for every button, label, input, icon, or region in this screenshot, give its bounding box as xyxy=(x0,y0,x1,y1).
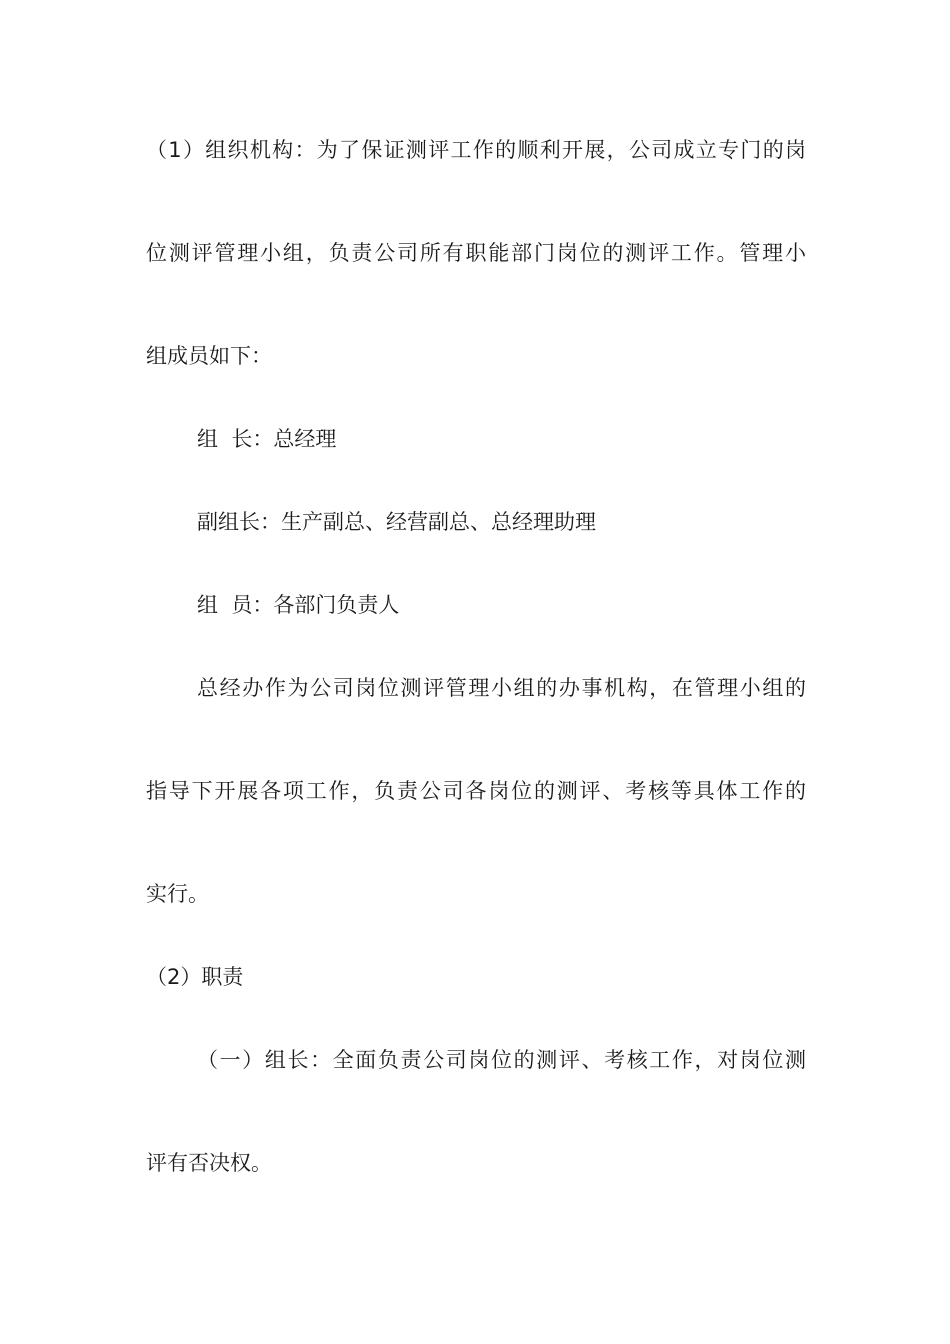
duty-item-1-line-1: （一）组长：全面负责公司岗位的测评、考核工作，对岗位测 xyxy=(197,1048,806,1072)
duty-item-1-line-2: 评有否决权。 xyxy=(146,1151,272,1175)
office-paragraph-line-3: 实行。 xyxy=(146,882,209,906)
org-structure-paragraph-line-2: 位测评管理小组，负责公司所有职能部门岗位的测评工作。管理小 xyxy=(146,241,806,265)
member-deputy-line: 副组长：生产副总、经营副总、总经理助理 xyxy=(197,510,596,534)
member-leader-line: 组 长：总经理 xyxy=(197,427,337,451)
member-staff-line: 组 员：各部门负责人 xyxy=(197,593,400,617)
office-paragraph-line-1: 总经办作为公司岗位测评管理小组的办事机构，在管理小组的 xyxy=(197,676,806,700)
duties-heading: （2）职责 xyxy=(146,965,244,989)
office-paragraph-line-2: 指导下开展各项工作，负责公司各岗位的测评、考核等具体工作的 xyxy=(146,779,806,803)
org-structure-paragraph-line-3: 组成员如下： xyxy=(146,344,272,368)
org-structure-paragraph-line-1: （1）组织机构：为了保证测评工作的顺利开展，公司成立专门的岗 xyxy=(146,138,806,162)
